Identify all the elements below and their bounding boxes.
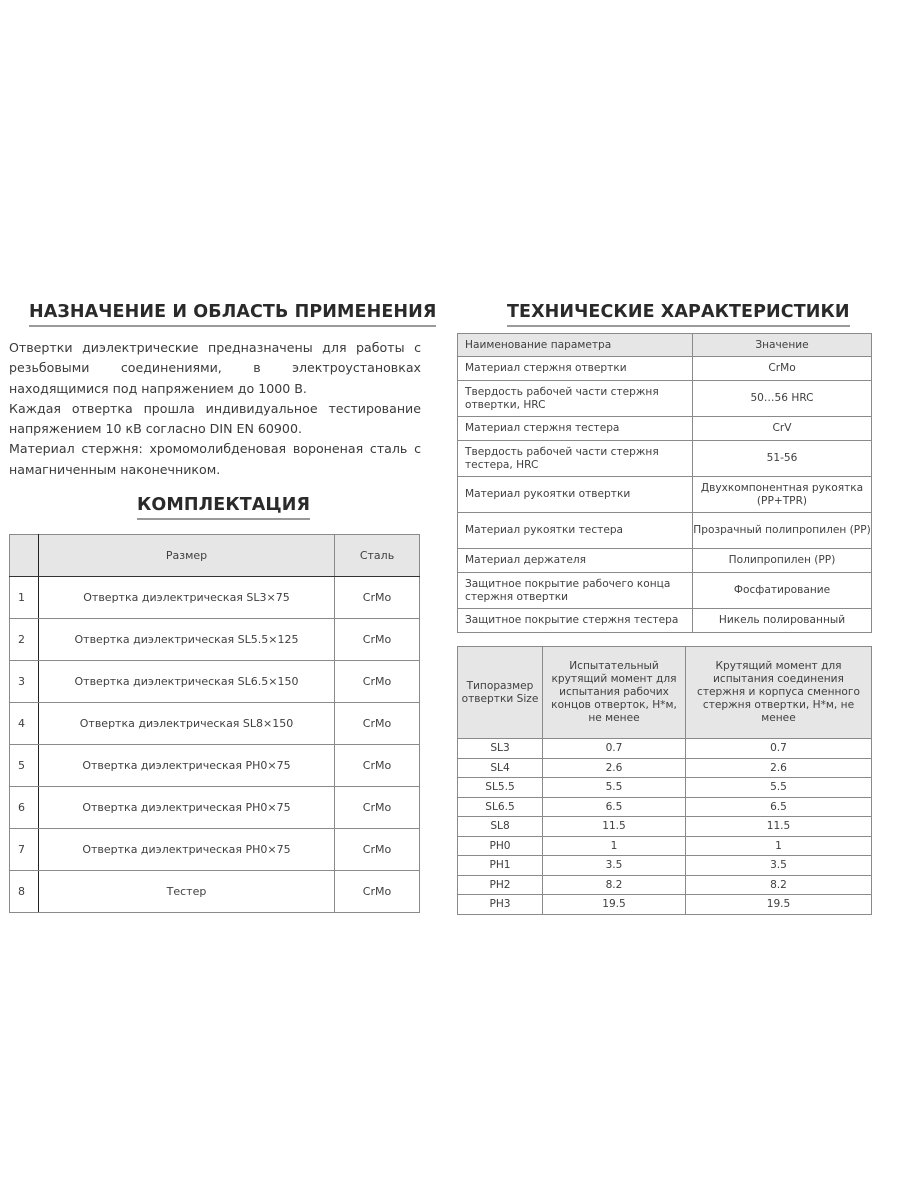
- table-row: [458, 778, 872, 798]
- torque-joint: 3.5: [686, 856, 872, 876]
- torque-size: SL8: [458, 817, 543, 837]
- kit-num: 7: [10, 829, 39, 871]
- kit-size: Отвертка диэлектрическая SL3×75: [39, 577, 335, 619]
- torque-test: 11.5: [543, 817, 686, 837]
- torque-test: 19.5: [543, 895, 686, 915]
- purpose-paragraph: Отвертки диэлектрические предназначены для работы с резьбовыми соединениями, в электроустановках находящимися под напряжением до 1000 В.: [9, 340, 421, 396]
- torque-test: 5.5: [543, 778, 686, 798]
- tech-value: Фосфатирование: [693, 573, 872, 609]
- kit-size: Тестер: [39, 871, 335, 913]
- kit-num: 3: [10, 661, 39, 703]
- kit-size: Отвертка диэлектрическая SL8×150: [39, 703, 335, 745]
- tech-value: Двухкомпонентная рукоятка (PP+TPR): [693, 477, 872, 513]
- table-row: [458, 477, 872, 513]
- kit-size: Отвертка диэлектрическая PH0×75: [39, 787, 335, 829]
- tech-param: Материал стержня тестера: [458, 417, 693, 441]
- kit-steel: CrMo: [335, 829, 420, 871]
- purpose-paragraph: Материал стержня: хромомолибденовая вороненая сталь с намагниченным наконечником.: [9, 441, 421, 477]
- tech-value: 51-56: [693, 441, 872, 477]
- kit-num: 8: [10, 871, 39, 913]
- table-row: [10, 745, 420, 787]
- tech-param: Твердость рабочей части стержня тестера, HRC: [458, 441, 693, 477]
- torque-header-test: Испытательный крутящий момент для испытания рабочих концов отверток, Н*м, не менее: [543, 647, 686, 739]
- purpose-paragraph: Каждая отвертка прошла индивидуальное тестирование напряжением 10 кВ согласно DIN EN 60900.: [9, 400, 421, 437]
- torque-size: SL5.5: [458, 778, 543, 798]
- torque-test: 2.6: [543, 758, 686, 778]
- table-row: [458, 573, 872, 609]
- torque-test: 0.7: [543, 739, 686, 759]
- table-row: [458, 836, 872, 856]
- table-row: [10, 661, 420, 703]
- torque-test: 3.5: [543, 856, 686, 876]
- torque-joint: 19.5: [686, 895, 872, 915]
- tech-param: Материал стержня отвертки: [458, 357, 693, 381]
- torque-test: 6.5: [543, 797, 686, 817]
- table-row: [10, 577, 420, 619]
- torque-size: SL4: [458, 758, 543, 778]
- torque-joint: 1: [686, 836, 872, 856]
- table-row: [458, 875, 872, 895]
- tech-param: Материал рукоятки отвертки: [458, 477, 693, 513]
- tech-param: Защитное покрытие рабочего конца стержня отвертки: [458, 573, 693, 609]
- purpose-text: [9, 338, 421, 480]
- torque-test: 8.2: [543, 875, 686, 895]
- torque-table-header: [458, 647, 872, 739]
- kit-size: Отвертка диэлектрическая PH0×75: [39, 745, 335, 787]
- table-row: [458, 817, 872, 837]
- torque-size: PH0: [458, 836, 543, 856]
- tech-value: CrMo: [693, 357, 872, 381]
- kit-header-steel: Сталь: [335, 535, 420, 577]
- tech-header-value: Значение: [693, 334, 872, 357]
- kit-heading: КОМПЛЕКТАЦИЯ: [137, 494, 310, 520]
- torque-size: PH1: [458, 856, 543, 876]
- kit-num: 6: [10, 787, 39, 829]
- kit-num: 2: [10, 619, 39, 661]
- table-row: [458, 609, 872, 633]
- torque-joint: 0.7: [686, 739, 872, 759]
- torque-header-joint: Крутящий момент для испытания соединения стержня и корпуса сменного стержня отвертки, Н*м, не менее: [686, 647, 872, 739]
- torque-header-size: Типоразмер отвертки Size: [458, 647, 543, 739]
- kit-size: Отвертка диэлектрическая SL6.5×150: [39, 661, 335, 703]
- table-row: [458, 856, 872, 876]
- table-row: [10, 787, 420, 829]
- torque-size: SL3: [458, 739, 543, 759]
- torque-joint: 11.5: [686, 817, 872, 837]
- tech-param: Твердость рабочей части стержня отвертки, HRC: [458, 381, 693, 417]
- tech-value: CrV: [693, 417, 872, 441]
- kit-size: Отвертка диэлектрическая PH0×75: [39, 829, 335, 871]
- table-row: [458, 513, 872, 549]
- tech-header-param: Наименование параметра: [458, 334, 693, 357]
- table-row: [458, 417, 872, 441]
- torque-joint: 6.5: [686, 797, 872, 817]
- kit-steel: CrMo: [335, 787, 420, 829]
- table-row: [458, 758, 872, 778]
- tech-value: Никель полированный: [693, 609, 872, 633]
- tech-value: 50…56 HRC: [693, 381, 872, 417]
- torque-joint: 2.6: [686, 758, 872, 778]
- torque-test: 1: [543, 836, 686, 856]
- tech-specs-table: [457, 333, 872, 633]
- table-row: [10, 619, 420, 661]
- torque-size: PH3: [458, 895, 543, 915]
- torque-size: PH2: [458, 875, 543, 895]
- kit-steel: CrMo: [335, 703, 420, 745]
- kit-steel: CrMo: [335, 619, 420, 661]
- tech-table-header: [458, 334, 872, 357]
- table-row: [458, 357, 872, 381]
- kit-num: 1: [10, 577, 39, 619]
- tech-param: Материал держателя: [458, 549, 693, 573]
- table-row: [458, 441, 872, 477]
- purpose-heading: НАЗНАЧЕНИЕ И ОБЛАСТЬ ПРИМЕНЕНИЯ: [29, 301, 436, 327]
- kit-table-header: [10, 535, 420, 577]
- kit-num: 5: [10, 745, 39, 787]
- table-row: [458, 549, 872, 573]
- kit-header-num: [10, 535, 39, 577]
- kit-steel: CrMo: [335, 661, 420, 703]
- kit-header-size: Размер: [39, 535, 335, 577]
- table-row: [458, 739, 872, 759]
- kit-size: Отвертка диэлектрическая SL5.5×125: [39, 619, 335, 661]
- kit-steel: CrMo: [335, 745, 420, 787]
- table-row: [10, 829, 420, 871]
- table-row: [458, 797, 872, 817]
- torque-joint: 8.2: [686, 875, 872, 895]
- tech-param: Материал рукоятки тестера: [458, 513, 693, 549]
- tech-heading: ТЕХНИЧЕСКИЕ ХАРАКТЕРИСТИКИ: [507, 301, 850, 327]
- table-row: [458, 895, 872, 915]
- torque-joint: 5.5: [686, 778, 872, 798]
- kit-steel: CrMo: [335, 871, 420, 913]
- torque-table: [457, 646, 872, 915]
- tech-value: Полипропилен (PP): [693, 549, 872, 573]
- tech-value: Прозрачный полипропилен (PP): [693, 513, 872, 549]
- kit-steel: CrMo: [335, 577, 420, 619]
- table-row: [10, 871, 420, 913]
- kit-table: [9, 534, 420, 913]
- table-row: [458, 381, 872, 417]
- torque-size: SL6.5: [458, 797, 543, 817]
- tech-param: Защитное покрытие стержня тестера: [458, 609, 693, 633]
- kit-num: 4: [10, 703, 39, 745]
- table-row: [10, 703, 420, 745]
